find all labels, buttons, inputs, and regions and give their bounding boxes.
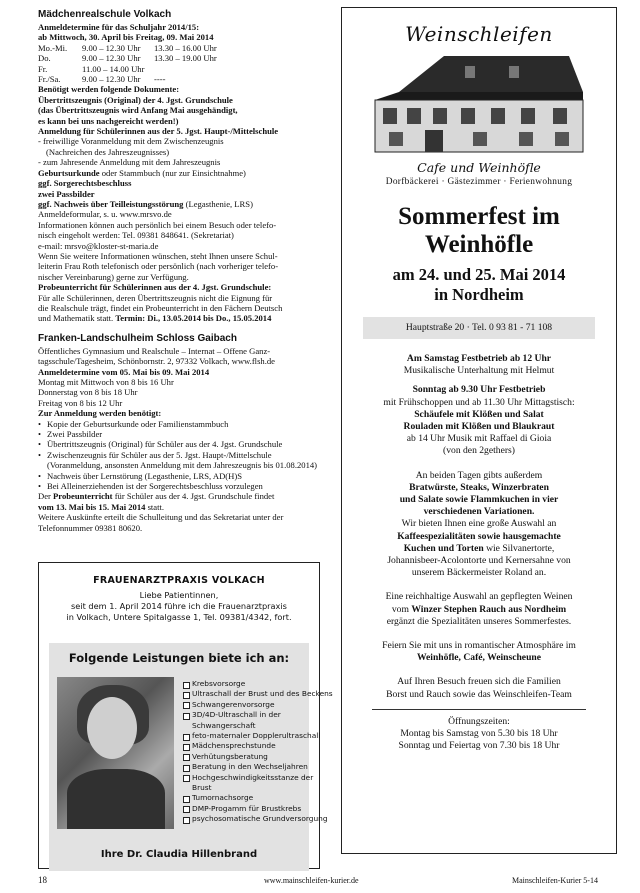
- sched-am: 9.00 – 12.30 Uhr: [82, 74, 141, 85]
- cake-rest: Johannisbeer-Acolontorte und Kernersahne von: [387, 555, 571, 567]
- lrs-line: [38, 199, 320, 209]
- headline: [342, 203, 616, 259]
- info-line: nischer Vereinbarung) gerne zur Verfügung.: [38, 271, 189, 282]
- sunday-block: [342, 384, 616, 457]
- probe-termin: Termin: Di., 13.05.2014 bis Do., 15.05.2014: [115, 313, 272, 324]
- geb-rest: oder Stammbuch (nur zur Einsichtnahme): [99, 167, 246, 178]
- cake-bold: Kaffeespezialitäten sowie hausgemachte: [397, 530, 561, 542]
- probe-line: [38, 313, 320, 323]
- opening-head: Öffnungszeiten:: [448, 715, 510, 727]
- sched-am: 9.00 – 12.30 Uhr: [82, 42, 141, 53]
- gaibach-end: Telefonnummer 09381 80620.: [38, 522, 143, 533]
- logo-text: Weinschleifen: [405, 22, 553, 46]
- gaibach-title: Franken-Landschulheim Schloss Gaibach: [38, 332, 237, 344]
- feier-block: [342, 640, 616, 664]
- service-item: Mädchensprechstunde: [183, 741, 333, 751]
- photo-face: [87, 697, 137, 759]
- probe-last-a: und Mathematik statt.: [38, 313, 116, 324]
- gaibach-anm: Anmeldetermine vom 05. Mai bis 09. Mai 2014: [38, 366, 210, 377]
- anm-date: ab Mittwoch, 30. April bis Freitag, 09. Mai 2014: [38, 32, 214, 43]
- weinschleifen-ad: [341, 7, 617, 854]
- sched-am: 9.00 – 12.30 Uhr: [82, 53, 141, 64]
- geb-line: [38, 168, 320, 178]
- docs-head: Benötigt werden folgende Dokumente:: [38, 84, 180, 95]
- doctor-photo: [57, 677, 174, 829]
- page-number: 18: [38, 875, 47, 885]
- greeting: Liebe Patientinnen,: [139, 590, 219, 600]
- service-item: Krebsvorsorge: [183, 679, 333, 689]
- cafe-subtitle: Cafe und Weinhöfle: [417, 160, 541, 175]
- probe-head: Probeunterricht für Schülerinnen aus der 4. Jgst. Grundschule:: [38, 282, 272, 293]
- info-line: e-mail: mrsvo@kloster-st-maria.de: [38, 240, 159, 251]
- services-head: Folgende Leistungen biete ich an:: [68, 651, 290, 665]
- wine-bold: Winzer Stephen Rauch aus Nordheim: [411, 603, 567, 615]
- sched-pm: ----: [154, 74, 166, 85]
- service-item: 3D/4D-Ultraschall in der Schwangerschaft: [183, 710, 333, 731]
- probe-line: Für alle Schülerinnen, deren Übertrittszeugnis nicht die Eignung für: [38, 292, 273, 303]
- cake-line: [342, 543, 616, 555]
- both-bold: Bratwürste, Steaks, Winzerbraten: [409, 481, 549, 493]
- sched-day: Mo.-Mi.: [38, 42, 68, 53]
- pass-line: zwei Passbilder: [38, 188, 95, 199]
- frauenarzt-ad: [38, 562, 333, 869]
- info-line: Wenn Sie weitere Informationen wünschen, steht Ihnen unsere Schul-: [38, 250, 278, 261]
- lrs-rest: (Legasthenie, LRS): [183, 198, 253, 209]
- info-line: Anmeldeformular, s. u. www.mrsvo.de: [38, 209, 172, 220]
- service-item: psychosomatische Grundversorgung: [183, 814, 333, 824]
- date-line: in Nordheim: [434, 285, 524, 304]
- sat-text: Musikalische Unterhaltung mit Helmut: [403, 365, 555, 377]
- gaibach-bullet: • Nachweis über Lernstörung (Legasthenie, LRS, AD(H)S: [38, 471, 320, 481]
- intro-line: in Volkach, Untere Spitalgasse 1, Tel. 09381/4342, fort.: [66, 612, 292, 622]
- headline-line: Weinhöfle: [424, 231, 534, 258]
- sun-dish: Schäufele mit Klößen und Salat: [414, 408, 544, 420]
- anm-head: Anmeldetermine für das Schuljahr 2014/15:: [38, 22, 200, 32]
- sat-bold: Am Samstag Festbetrieb ab 12 Uhr: [406, 353, 552, 364]
- info-line: nisch eingeholt werden: Tel. 09381 848641. (Sekretariat): [38, 230, 234, 241]
- sun-bold: Sonntag ab 9.30 Uhr Festbetrieb: [412, 384, 546, 396]
- service-item: Schwangerenvorsorge: [183, 700, 333, 710]
- gaibach-time: Freitag von 8 bis 12 Uhr: [38, 397, 123, 408]
- wine-a: vom: [391, 603, 412, 615]
- cake-bold: Kuchen und Torten: [403, 542, 484, 554]
- g-probe-a: Der: [38, 491, 54, 502]
- services-line: Dorfbäckerei · Gästezimmer · Ferienwohnung: [385, 177, 573, 187]
- sched-pm: [154, 64, 234, 74]
- service-item: Tumornachsorge: [183, 793, 333, 803]
- service-item: Hochgeschwindigkeitsstanze der Brust: [183, 773, 333, 794]
- opening-hours: [342, 716, 616, 753]
- gaibach-bullet: • Zwischenzeugnis für Schüler aus der 5. Jgst. Haupt-/Mittelschule (Voranmeldung, ansonsten Anmeldung mit dem Jahreszeugnis bis 01.08.2014): [38, 450, 320, 471]
- feier-text: Feiern Sie mit uns in romantischer Atmosphäre im: [382, 640, 576, 652]
- headline-line: Sommerfest im: [398, 203, 560, 230]
- sun-dish: Rouladen mit Klößen und Blaukraut: [403, 421, 555, 433]
- g-probe-c: für Schüler aus der 4. Jgst. Grundschule findet: [112, 491, 275, 502]
- schedule-row: [38, 53, 320, 63]
- docs-list-item: - freiwillige Voranmeldung mit dem Zwischenzeugnis: [38, 136, 224, 147]
- sched-day: Fr./Sa.: [38, 74, 61, 85]
- both-text: An beiden Tagen gibts außerdem: [415, 469, 543, 481]
- info-line: Informationen können auch persönlich bei einem Besuch oder telefo-: [38, 219, 277, 230]
- both-bold: verschiedenen Variationen.: [423, 506, 535, 518]
- opening-line: Sonntag und Feiertag von 7.30 bis 18 Uhr: [398, 740, 560, 752]
- gaibach-line: tagsschule/Tagesheim, Schönbornstr. 2, 97332 Volkach, www.flsh.de: [38, 356, 275, 367]
- schedule-row: [38, 43, 320, 53]
- service-item: feto-maternaler Dopplerultraschall: [183, 731, 333, 741]
- docs-list-item: - zum Jahresende Anmeldung mit dem Jahreszeugnis: [38, 157, 221, 168]
- g-probe-b: Probeunterricht: [53, 491, 113, 502]
- footer-url: www.mainschleifen-kurier.de: [264, 876, 359, 885]
- frauenarzt-title: FRAUENARZTPRAXIS VOLKACH: [93, 575, 265, 586]
- docs-line: Anmeldung für Schülerinnen aus der 5. Jgst. Haupt-/Mittelschule: [38, 126, 279, 137]
- footer-issue: Mainschleifen-Kurier 5-14: [512, 876, 598, 885]
- date-line: am 24. und 25. Mai 2014: [392, 265, 566, 284]
- g-probe-e: statt.: [145, 501, 165, 512]
- wine-text: ergänzt die Spezialitäten unseres Sommerfestes.: [386, 615, 572, 627]
- wine-text: Eine reichhaltige Auswahl an gepflegten Weinen: [385, 591, 573, 603]
- sched-pm: 13.30 – 19.00 Uhr: [154, 53, 217, 64]
- gaibach-bullet: • Zwei Passbilder: [38, 429, 320, 439]
- cake-text: Wir bieten Ihnen eine große Auswahl an: [401, 518, 557, 530]
- intro-line: seit dem 1. April 2014 führe ich die Frauenarztpraxis: [71, 601, 287, 611]
- docs-line: es kann bei uns nachgereicht werden!): [38, 115, 179, 126]
- gaibach-end: Weitere Auskünfte erteilt die Schulleitung und das Sekretariat unter der: [38, 512, 284, 523]
- service-item: Verhütungsberatung: [183, 752, 333, 762]
- both-bold: und Salate sowie Flammkuchen in vier: [399, 494, 559, 506]
- family-block: [342, 676, 616, 700]
- wine-line: [342, 604, 616, 616]
- sched-am: 11.00 – 14.00 Uhr: [82, 63, 145, 74]
- cake-rest: unserem Bäckermeister Roland an.: [411, 567, 547, 579]
- both-days-block: [342, 470, 616, 580]
- docs-list-item: (Nachreichen des Jahreszeugnisses): [46, 146, 170, 157]
- doctor-signature: Ihre Dr. Claudia Hillenbrand: [100, 849, 258, 860]
- gaibach-bullet: • Übertrittszeugnis (Original) für Schüler aus der 4. Jgst. Grundschule: [38, 439, 320, 449]
- sched-day: Fr.: [38, 63, 48, 74]
- frauenarzt-text: [39, 590, 319, 623]
- schedule: [38, 43, 320, 85]
- family-line: Borst und Rauch sowie das Weinschleifen-Team: [386, 688, 572, 700]
- service-item: DMP-Progamm für Brustkrebs: [183, 804, 333, 814]
- sched-pm: 13.30 – 16.00 Uhr: [154, 42, 217, 53]
- info-line: leiterin Frau Roth telefonisch oder persönlich (nach vorheriger telefo-: [38, 261, 279, 272]
- family-line: Auf Ihren Besuch freuen sich die Familien: [397, 676, 561, 688]
- services-panel: [49, 643, 333, 871]
- sched-day: Do.: [38, 53, 51, 64]
- services-list: [183, 679, 333, 825]
- feier-bold: Weinhöfle, Café, Weinscheune: [416, 652, 541, 664]
- sun-music: (von den 2gethers): [443, 445, 515, 457]
- gaibach-probe2: [38, 502, 320, 512]
- probe-line: die Realschule trägt, findet ein Probeunterricht in den Fächern Deutsch: [38, 302, 283, 313]
- event-date: [342, 265, 616, 305]
- gaibach-need: Zur Anmeldung werden benötigt:: [38, 408, 162, 419]
- schedule-row: [38, 64, 320, 74]
- gaibach-bullet: • Bei Alleinerziehenden ist der Sorgerechtsbeschluss vorzulegen: [38, 481, 320, 491]
- service-item: Beratung in den Wechseljahren: [183, 762, 333, 772]
- gaibach-time: Montag mit Mittwoch von 8 bis 16 Uhr: [38, 377, 174, 387]
- gaibach-line: Öffentliches Gymnasium und Realschule – Internat – Offene Ganz-: [38, 345, 271, 356]
- gaibach-bullet: • Kopie der Geburtsurkunde oder Familienstammbuch: [38, 419, 320, 429]
- cake-rest: wie Silvanertorte,: [483, 542, 555, 554]
- service-item: Ultraschall der Brust und des Beckens: [183, 689, 333, 699]
- photo-body: [67, 769, 165, 829]
- house-illustration: [369, 52, 589, 156]
- sun-music: ab 14 Uhr Musik mit Raffael di Gioia: [406, 433, 552, 445]
- g-probe-d: vom 13. Mai bis 15. Mai 2014: [38, 501, 146, 512]
- lrs-bold: ggf. Nachweis über Teilleistungsstörung: [38, 198, 184, 209]
- schedule-row: [38, 74, 320, 84]
- gaibach-probe: [38, 491, 320, 501]
- left-column: [38, 8, 320, 533]
- opening-line: Montag bis Samstag von 5.30 bis 18 Uhr: [400, 728, 558, 740]
- geb-bold: Geburtsurkunde: [38, 167, 100, 178]
- wine-block: [342, 591, 616, 628]
- sorge-line: ggf. Sorgerechtsbeschluss: [38, 178, 132, 189]
- docs-line: Übertrittszeugnis (Original) der 4. Jgst. Grundschule: [38, 94, 233, 105]
- gaibach-time: Donnerstag von 8 bis 18 Uhr: [38, 387, 138, 398]
- address-bar: Hauptstraße 20 · Tel. 0 93 81 - 71 108: [363, 317, 595, 339]
- saturday-block: [342, 353, 616, 377]
- separator: [372, 709, 586, 710]
- docs-line: (das Übertrittszeugnis wird Anfang Mai ausgehändigt,: [38, 105, 238, 116]
- school-title: Mädchenrealschule Volkach: [38, 9, 172, 20]
- sun-text: mit Frühschoppen und ab 11.30 Uhr Mittagstisch:: [383, 396, 575, 408]
